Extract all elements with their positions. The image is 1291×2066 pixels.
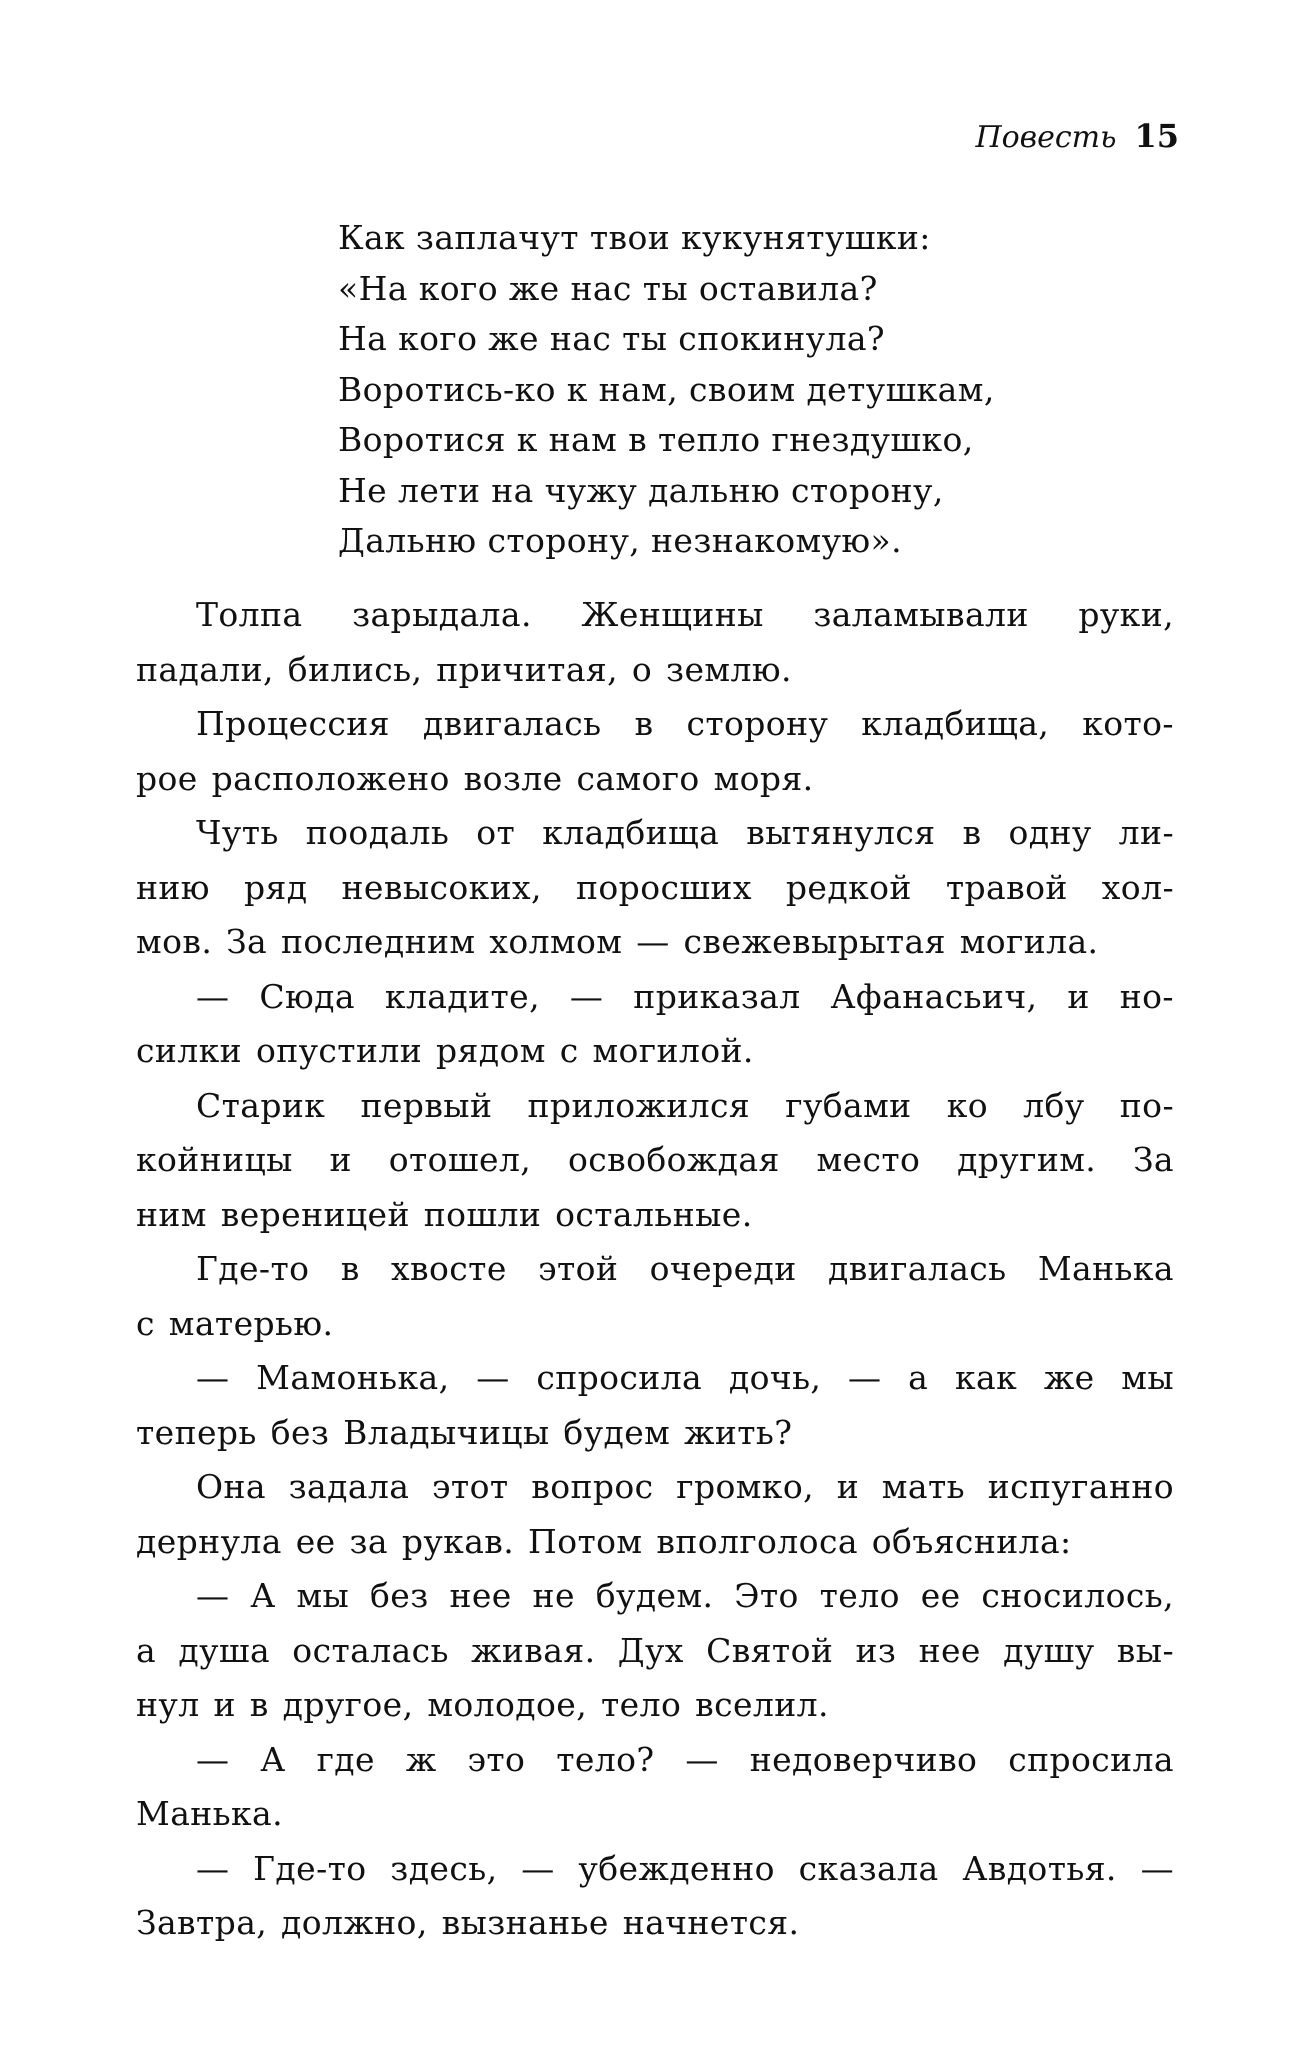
text-line: — А мы без нее не будем. Это тело ее сносилось, xyxy=(196,1576,1174,1615)
text-line: Чуть поодаль от кладбища вытянулся в одну ли- xyxy=(196,813,1174,852)
text-line: Она задала этот вопрос громко, и мать испуганно xyxy=(196,1467,1174,1506)
text-line: а душа осталась живая. Дух Святой из нее душу вы- xyxy=(136,1630,1174,1670)
text-line: Где-то в хвосте этой очереди двигалась Манька xyxy=(196,1249,1174,1288)
text-line: Процессия двигалась в сторону кладбища, кото- xyxy=(196,704,1174,743)
text-line: — А где ж это тело? — недоверчиво спросила xyxy=(196,1739,1174,1779)
text-line: Манька. xyxy=(136,1794,284,1833)
text-line: мов. За последним холмом — свежевырытая могила. xyxy=(136,922,1099,961)
text-line: Старик первый приложился губами ко лбу по- xyxy=(196,1085,1174,1125)
text-line: Завтра, должно, вызнанье начнется. xyxy=(136,1903,800,1942)
text-line: силки опустили рядом с могилой. xyxy=(136,1031,754,1070)
page-number: 15 xyxy=(1134,117,1179,155)
text-line: дернула ее за рукав. Потом вполголоса объяснила: xyxy=(136,1521,1072,1561)
text-line: рое расположено возле самого моря. xyxy=(136,758,814,798)
text-line: ним вереницей пошли остальные. xyxy=(136,1194,753,1234)
text-line: — Мамонька, — спросила дочь, — а как же мы xyxy=(196,1358,1174,1397)
verse-block xyxy=(338,213,1198,567)
verse-line: Воротися к нам в тепло гнездушко, xyxy=(338,420,974,459)
verse-line: «На кого же нас ты оставила? xyxy=(338,268,878,308)
text-line: нул и в другое, молодое, тело вселил. xyxy=(136,1685,829,1724)
text-line: койницы и отошел, освобождая место другим. За xyxy=(136,1140,1174,1179)
text-line: теперь без Владычицы будем жить? xyxy=(136,1412,793,1452)
text-line: — Сюда кладите, — приказал Афанасьич, и но- xyxy=(196,976,1174,1016)
verse-line: Как заплачут твои кукунятушки: xyxy=(338,218,931,257)
text-line: падали, бились, причитая, о землю. xyxy=(136,649,792,689)
text-line: — Где-то здесь, — убежденно сказала Авдотья. — xyxy=(196,1848,1174,1888)
text-line: с матерью. xyxy=(136,1303,334,1343)
text-line: Толпа зарыдала. Женщины заламывали руки, xyxy=(196,595,1174,634)
running-header xyxy=(975,118,1179,156)
text-line: нию ряд невысоких, поросших редкой травой хол- xyxy=(136,867,1174,907)
prose-body xyxy=(136,588,1174,1951)
verse-line: На кого же нас ты спокинула? xyxy=(338,319,886,358)
verse-line: Воротись-ко к нам, своим детушкам, xyxy=(338,369,995,409)
running-title: Повесть xyxy=(975,120,1117,155)
verse-line: Дальню сторону, незнакомую». xyxy=(338,521,903,560)
verse-line: Не лети на чужу дальню сторону, xyxy=(338,470,944,510)
